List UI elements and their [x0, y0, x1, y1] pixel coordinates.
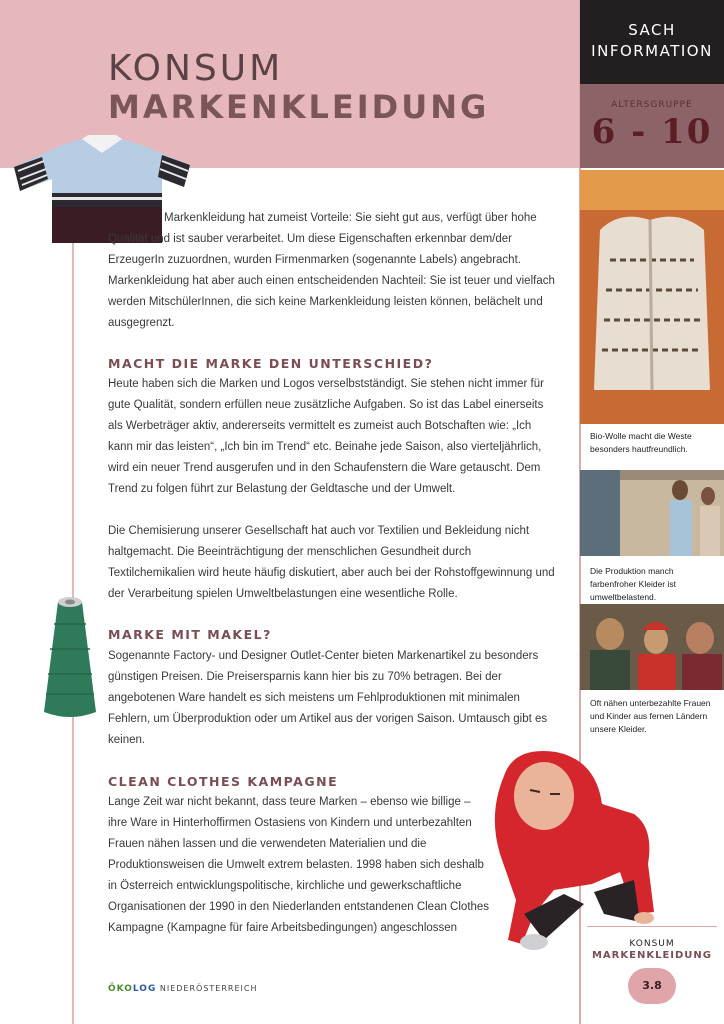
sidebar-footer-divider [587, 926, 717, 927]
paragraph-4: Lange Zeit war nicht bekannt, dass teure Marken – ebenso wie billige – ihre Ware in Hinterhoffirmen Ostasiens von Kindern und unterbezahlten Frauen nähen lassen und die verwendeten Materialien und die Produktionsweisen die Umwelt extrem belasten. 1998 haben sich deshalb in Österreich entwicklungspolitische, kirchliche und gewerkschaftliche Organisationen der 1990 in den Niederlanden entstandenen Clean Clothes Kampagne (Kampagne für faire Arbeitsbedingungen) angeschlossen [108, 796, 490, 934]
heading-marke-mit-makel: MARKE MIT MAKEL? [108, 627, 272, 642]
caption-women-children: Oft nähen unterbezahlte Frauen und Kinder aus fernen Ländern unsere Kleider. [590, 698, 711, 734]
age-group-box [580, 84, 724, 168]
age-group-value: 6 - 10 [591, 112, 713, 152]
sach-label: SACH [628, 21, 676, 39]
heading-clean-clothes: CLEAN CLOTHES KAMPAGNE [108, 774, 339, 789]
sidebar-footer [580, 926, 724, 961]
logo-log: LOG [132, 984, 157, 994]
title-konsum: KONSUM [108, 48, 284, 89]
information-label: INFORMATION [591, 42, 713, 60]
logo-region: NIEDERÖSTERREICH [159, 984, 258, 993]
oekolog-logo [108, 984, 258, 994]
logo-oeko: ÖKO [108, 984, 133, 994]
section-1b [108, 521, 558, 605]
footer-markenkleidung: MARKENKLEIDUNG [591, 950, 712, 961]
title-markenkleidung: MARKENKLEIDUNG [108, 88, 490, 126]
women-children-photo [580, 604, 724, 690]
market-photo [580, 470, 724, 556]
intro-paragraph: Markenkleidung hat zumeist Vorteile: Sie sieht gut aus, verfügt über hohe Qualität und ist sauber verarbeitet. Um diese Eigenschaften erkennbar dem/der ErzeugerIn zuzuordnen, wurden Firmenmarken (sogenannte Labels) angebracht. Markenkleidung hat aber auch einen entscheidenden Nachteil: Sie ist teuer und vielfach werden MitschülerInnen, die sich keine Markenkleidung leisten können, belächelt und ausgegrenzt. [108, 212, 555, 329]
paragraph-2: Die Chemisierung unserer Gesellschaft hat auch vor Textilien und Bekleidung nicht haltgemacht. Die Beeinträchtigung der menschlichen Gesundheit durch Textilchemikalien wird heute häufig diskutiert, aber auch bei der Rohstoffgewinnung und der Verarbeitung spielen Umweltbelastungen eine wesentliche Rolle. [108, 525, 555, 600]
section-1 [108, 374, 558, 500]
heading-macht-die-marke: MACHT DIE MARKE DEN UNTERSCHIED? [108, 356, 434, 371]
intro-text [108, 208, 558, 334]
caption-wool-vest: Bio-Wolle macht die Weste besonders hautfreundlich. [590, 431, 692, 454]
footer-konsum: KONSUM [629, 939, 675, 949]
age-group-label: ALTERSGRUPPE [611, 100, 693, 110]
yarn-spool-image [40, 594, 100, 720]
paragraph-3: Sogenannte Factory- und Designer Outlet-Center bieten Markenartikel zu besonders günstigen Preisen. Die Preisersparnis kann hier bis zu 70% betragen. Bei der angebotenen Ware handelt es sich meistens um Fehlproduktionen mit minimalen Fehlern, um Überproduktion oder um Artikel aus der vorigen Saison. Umtausch gibt es keinen. [108, 650, 548, 746]
person-red-hoodie-image [484, 744, 662, 956]
section-3 [108, 792, 490, 939]
paragraph-1: Heute haben sich die Marken und Logos verselbstständigt. Sie stehen nicht immer für gute Qualität, sondern erfüllen neue zusätzliche Aufgaben. So ist das Label einerseits als Werbeträger aktiv, andererseits vermittelt es zumeist auch Botschaften wie: „Ich kann mir das leisten“, „Ich bin im Trend“ etc. Beinahe jede Saison, also vierteljährlich, wird ein neuer Trend ausgerufen und in den Schaufenstern die Ware getauscht. Dem Trend zu folgen führt zur Belastung der Geldtasche und der Umwelt. [108, 378, 544, 495]
section-2 [108, 646, 558, 751]
wool-vest-photo [580, 170, 724, 424]
sach-information-box [580, 0, 724, 84]
caption-production: Die Produktion manch farbenfroher Kleider ist umweltbelastend. [590, 566, 676, 602]
page-number-badge: 3.8 [628, 968, 676, 1004]
